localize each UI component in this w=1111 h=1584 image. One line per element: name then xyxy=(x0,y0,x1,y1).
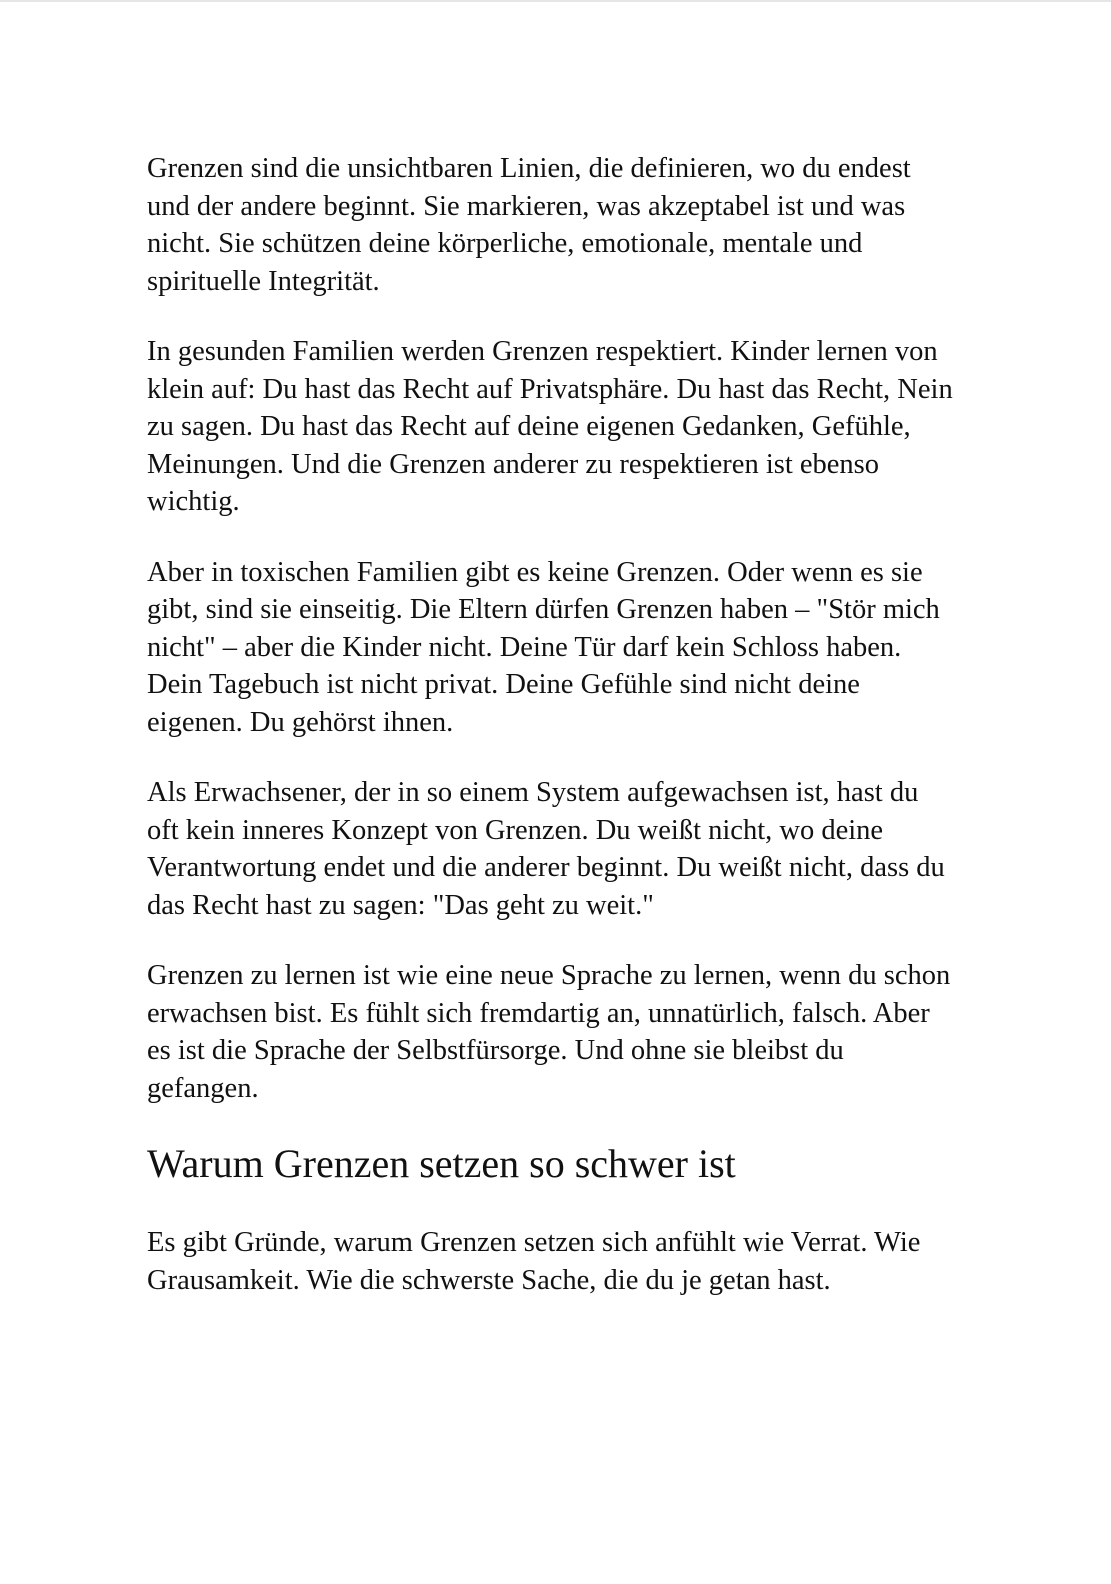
paragraph-2: In gesunden Familien werden Grenzen respektiert. Kinder lernen von klein auf: Du hast das Recht auf Privatsphäre. Du hast das Recht, Nein zu sagen. Du hast das Recht auf deine eigenen Gedanken, Gefühle, Meinungen. Und die Grenzen anderer zu respektieren ist ebenso wichtig. xyxy=(147,336,953,517)
paragraph-1: Grenzen sind die unsichtbaren Linien, die definieren, wo du endest und der andere beginnt. Sie markieren, was akzeptabel ist und was nicht. Sie schützen deine körperliche, emotionale, mentale und spirituelle Integrität. xyxy=(147,153,911,297)
paragraph-3: Aber in toxischen Familien gibt es keine Grenzen. Oder wenn es sie gibt, sind sie einseitig. Die Eltern dürfen Grenzen haben – "Stör mich nicht" – aber die Kinder nicht. Deine Tür darf kein Schloss haben. Dein Tagebuch ist nicht privat. Deine Gefühle sind nicht deine eigenen. Du gehörst ihnen. xyxy=(147,556,940,738)
paragraph-4: Als Erwachsener, der in so einem System aufgewachsen ist, hast du oft kein inneres Konzept von Grenzen. Du weißt nicht, wo deine Verantwortung endet und die anderer beginnt. Du weißt nicht, dass du das Recht hast zu sagen: "Das geht zu weit." xyxy=(147,777,945,921)
top-divider xyxy=(0,0,1111,2)
document-page xyxy=(147,150,955,1332)
section-heading: Warum Grenzen setzen so schwer ist xyxy=(147,1141,736,1186)
paragraph-6: Es gibt Gründe, warum Grenzen setzen sich anfühlt wie Verrat. Wie Grausamkeit. Wie die schwerste Sache, die du je getan hast. xyxy=(147,1227,921,1296)
paragraph-5: Grenzen zu lernen ist wie eine neue Sprache zu lernen, wenn du schon erwachsen bist. Es fühlt sich fremdartig an, unnatürlich, falsch. Aber es ist die Sprache der Selbstfürsorge. Und ohne sie bleibst du gefangen. xyxy=(147,960,951,1104)
